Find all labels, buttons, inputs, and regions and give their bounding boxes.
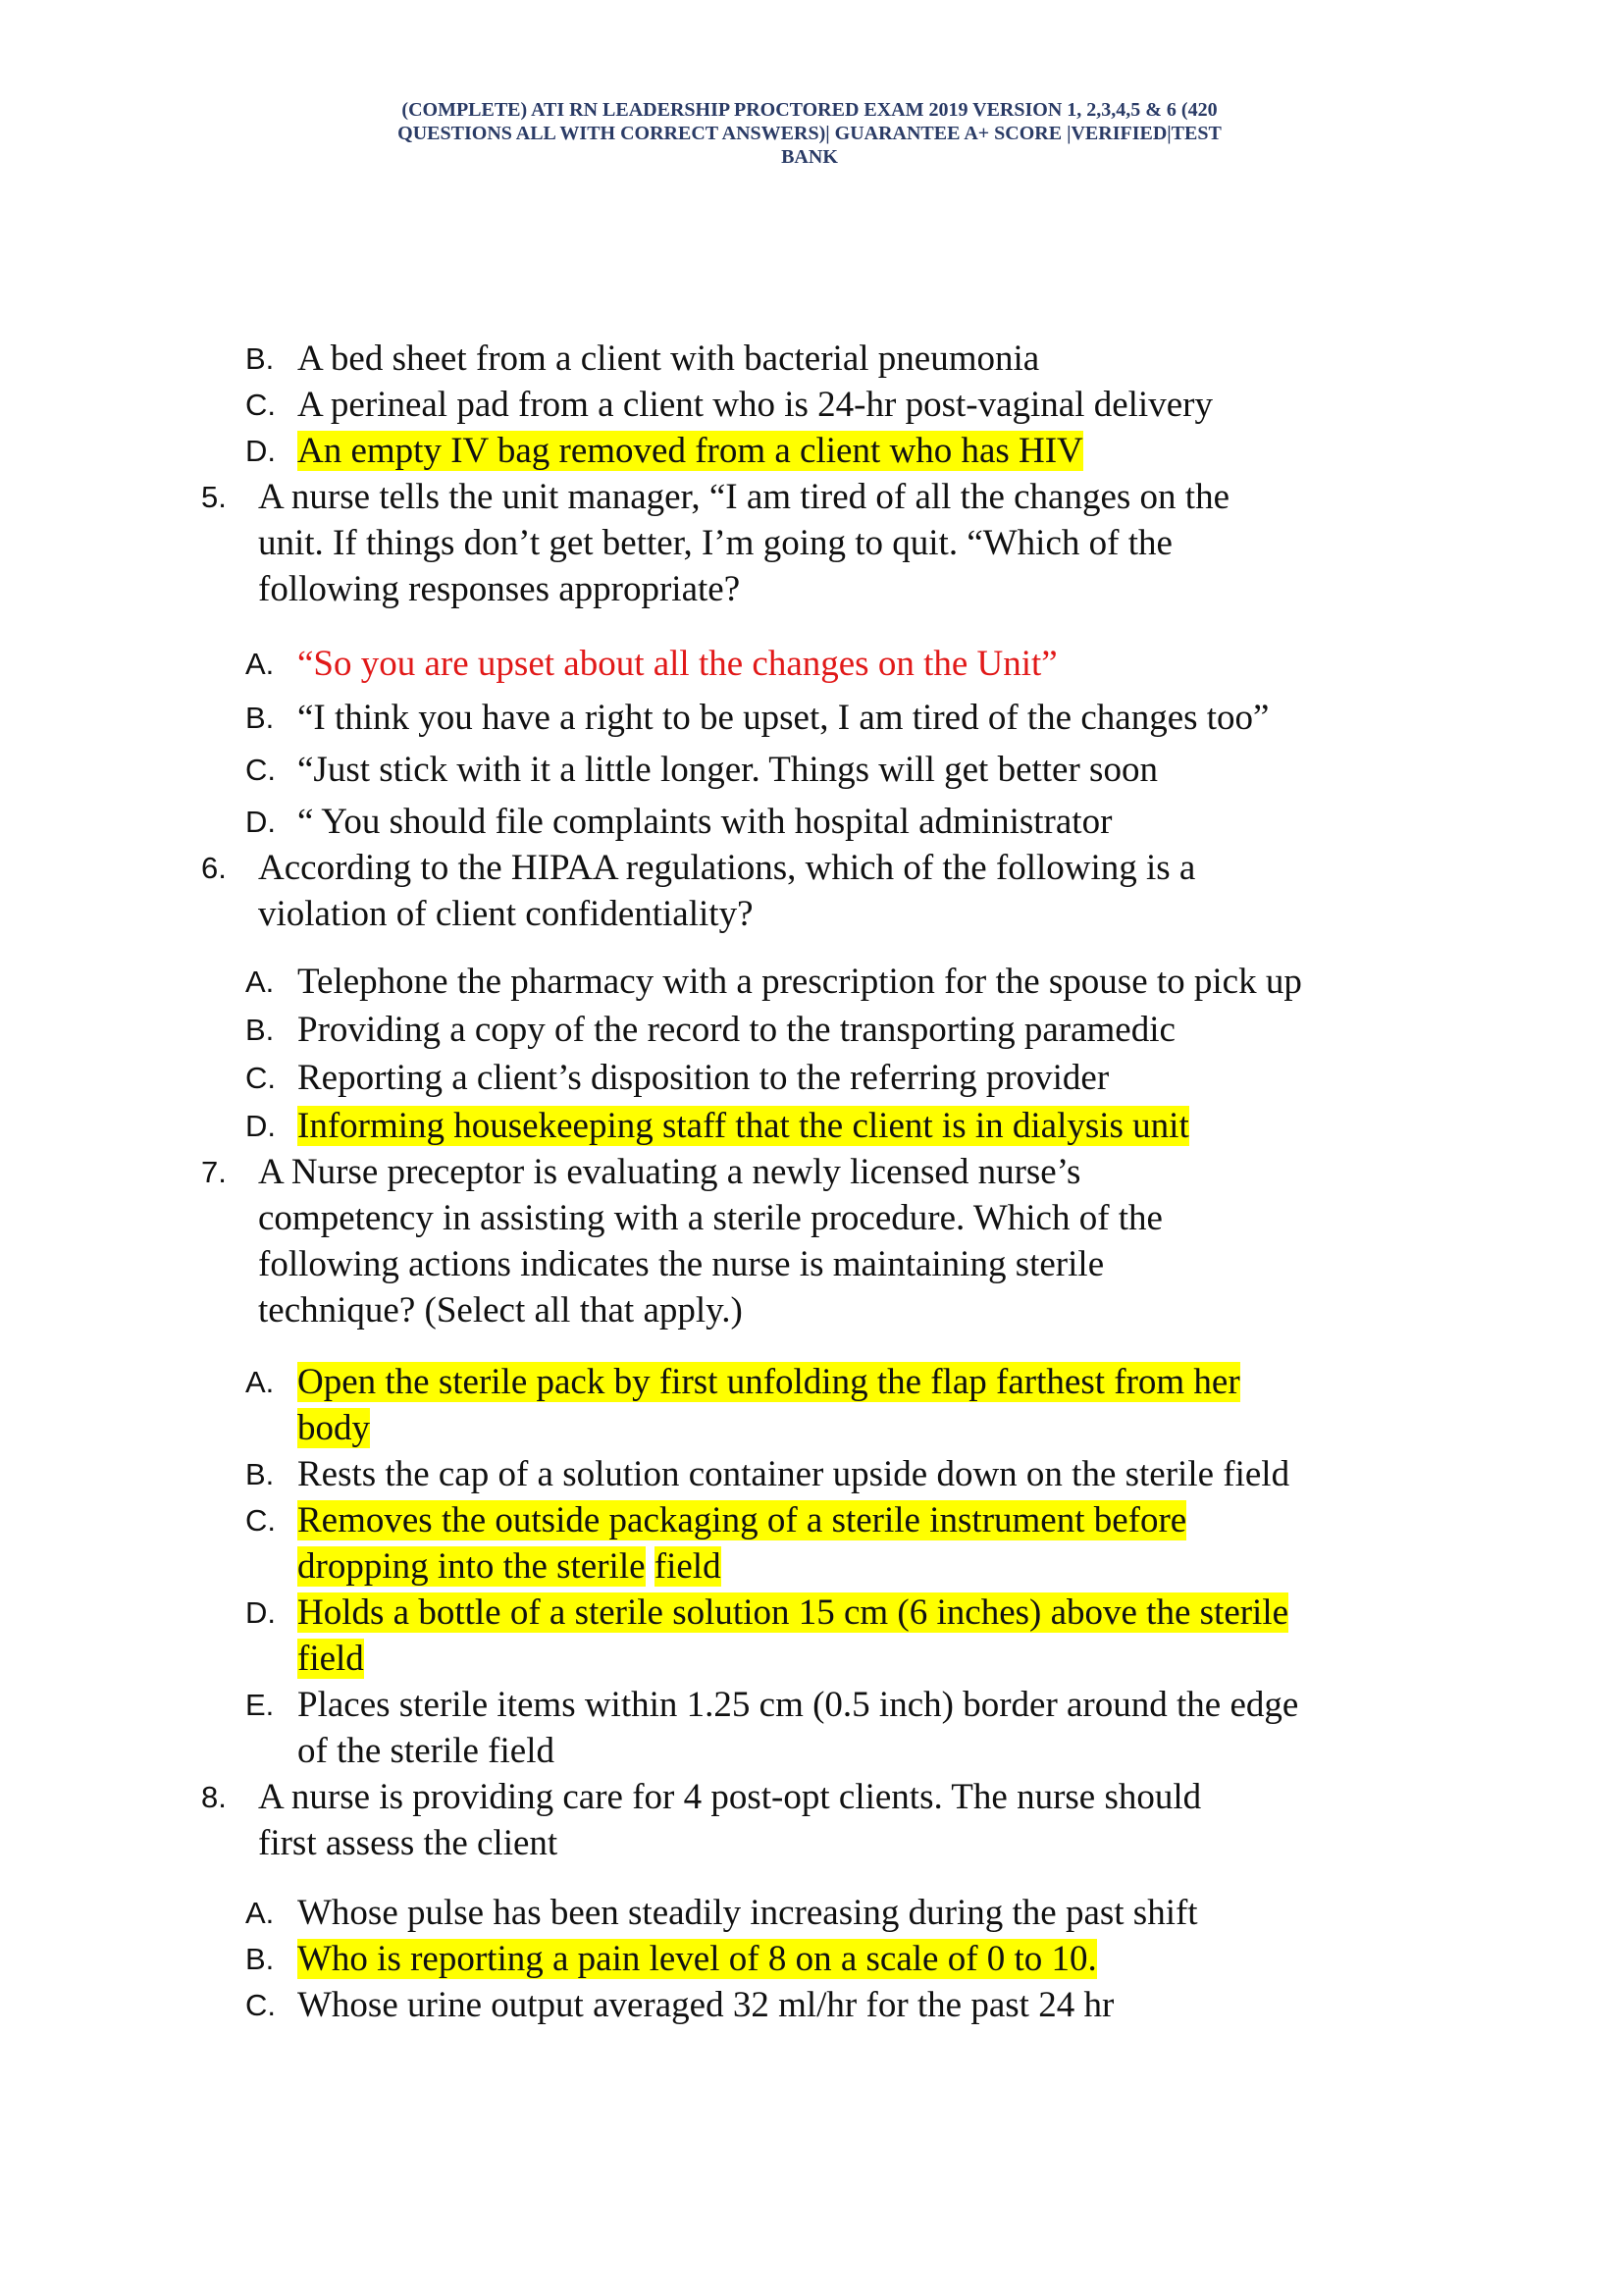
option-text: Providing a copy of the record to the transporting paramedic [297,1010,1176,1050]
highlighted-answer: An empty IV bag removed from a client who has HIV [297,431,1083,471]
option-text: “Just stick with it a little longer. Things will get better soon [297,750,1158,790]
q6-option-d [201,1103,1359,1149]
document-body [201,336,1359,2028]
highlighted-answer: Removes the outside packaging of a sterile instrument before [297,1500,1187,1540]
option-label: E. [245,1688,275,1722]
q8-stem [201,1774,1359,1820]
question-number: 5. [201,480,227,514]
header-line-3: BANK [781,146,838,168]
option-label: D. [245,805,276,839]
option-label: C. [245,388,276,422]
q7-option-c [201,1497,1359,1543]
option-label: B. [245,1457,275,1491]
option-label: A. [245,1365,275,1399]
q5-stem [201,474,1359,520]
q8-option-b [201,1936,1359,1982]
q8-stem-line: first assess the client [258,1823,558,1863]
option-label: A. [245,1896,275,1930]
q5-stem-line: following responses appropriate? [258,569,741,609]
option-text: A perineal pad from a client who is 24-hr post-vaginal delivery [297,385,1213,425]
option-label: C. [245,1503,276,1538]
question-text: A Nurse preceptor is evaluating a newly licensed nurse’s [258,1152,1081,1192]
option-label: C. [245,1988,276,2022]
q7-stem [201,1149,1359,1195]
header-line-1: (COMPLETE) ATI RN LEADERSHIP PROCTORED EXAM 2019 VERSION 1, 2,3,4,5 & 6 (420 [401,99,1218,121]
option-label: B. [245,701,275,735]
option-label: C. [245,753,276,787]
option-text: Rests the cap of a solution container upside down on the sterile field [297,1454,1290,1494]
q7-option-d [201,1590,1359,1636]
question-text: According to the HIPAA regulations, which of the following is a [258,848,1196,888]
q6-option-c [201,1055,1359,1101]
option-text: “ You should file complaints with hospital administrator [297,802,1113,842]
option-label: D. [245,1109,276,1143]
q4-option-b [201,336,1359,382]
option-text: Whose pulse has been steadily increasing during the past shift [297,1893,1198,1933]
option-text: A bed sheet from a client with bacterial pneumonia [297,339,1040,379]
highlighted-answer: Who is reporting a pain level of 8 on a scale of 0 to 10. [297,1939,1097,1979]
question-number: 7. [201,1155,227,1189]
highlighted-answer: dropping into the sterile [297,1546,646,1587]
q5-option-c [201,747,1359,793]
highlighted-answer: Holds a bottle of a sterile solution 15 cm (6 inches) above the sterile [297,1592,1289,1633]
highlighted-answer: body [297,1408,370,1448]
option-text: “I think you have a right to be upset, I am tired of the changes too” [297,698,1270,738]
q4-option-d [201,428,1359,474]
option-label: D. [245,1595,276,1630]
q6-option-b [201,1007,1359,1053]
highlighted-answer: Informing housekeeping staff that the client is in dialysis unit [297,1106,1189,1146]
red-answer: “So you are upset about all the changes on the Unit” [297,644,1058,684]
q6-stem-line: violation of client confidentiality? [258,894,754,934]
q7-stem-line: competency in assisting with a sterile procedure. Which of the [258,1198,1163,1238]
q7-option-e-continued: of the sterile field [297,1731,554,1771]
option-label: B. [245,1013,275,1047]
header-line-2: QUESTIONS ALL WITH CORRECT ANSWERS)| GUARANTEE A+ SCORE |VERIFIED|TEST [397,123,1222,144]
q7-option-e [201,1682,1359,1728]
q5-option-a [201,641,1359,687]
option-label: A. [245,965,275,999]
option-label: B. [245,1942,275,1976]
q7-option-b [201,1451,1359,1497]
option-label: A. [245,647,275,681]
q4-option-c [201,382,1359,428]
option-text: Places sterile items within 1.25 cm (0.5 inch) border around the edge [297,1685,1299,1725]
question-number: 6. [201,851,227,885]
q7-option-d-continued [201,1636,1359,1682]
question-number: 8. [201,1780,227,1814]
q7-option-a-continued [201,1405,1359,1451]
q8-option-a [201,1890,1359,1936]
option-text: Whose urine output averaged 32 ml/hr for the past 24 hr [297,1985,1115,2025]
option-label: C. [245,1061,276,1095]
option-text: Reporting a client’s disposition to the referring provider [297,1058,1110,1098]
q8-option-c [201,1982,1359,2028]
highlighted-answer: Open the sterile pack by first unfolding the flap farthest from her [297,1362,1240,1402]
q6-option-a [201,959,1359,1005]
highlighted-answer: field [654,1546,721,1587]
option-label: D. [245,434,276,468]
page-header [294,98,1325,169]
option-label: B. [245,341,275,376]
option-text: Telephone the pharmacy with a prescription for the spouse to pick up [297,962,1302,1002]
question-text: A nurse tells the unit manager, “I am tired of all the changes on the [258,477,1230,517]
q7-option-a [201,1359,1359,1405]
q7-option-c-continued [201,1543,1359,1590]
q7-stem-line: following actions indicates the nurse is maintaining sterile [258,1244,1105,1284]
q5-stem-line: unit. If things don’t get better, I’m going to quit. “Which of the [258,523,1173,563]
q7-stem-line: technique? (Select all that apply.) [258,1290,743,1331]
q5-option-b [201,695,1359,741]
q6-stem [201,845,1359,891]
highlighted-answer: field [297,1639,364,1679]
question-text: A nurse is providing care for 4 post-opt clients. The nurse should [258,1777,1202,1817]
q5-option-d [201,799,1359,845]
